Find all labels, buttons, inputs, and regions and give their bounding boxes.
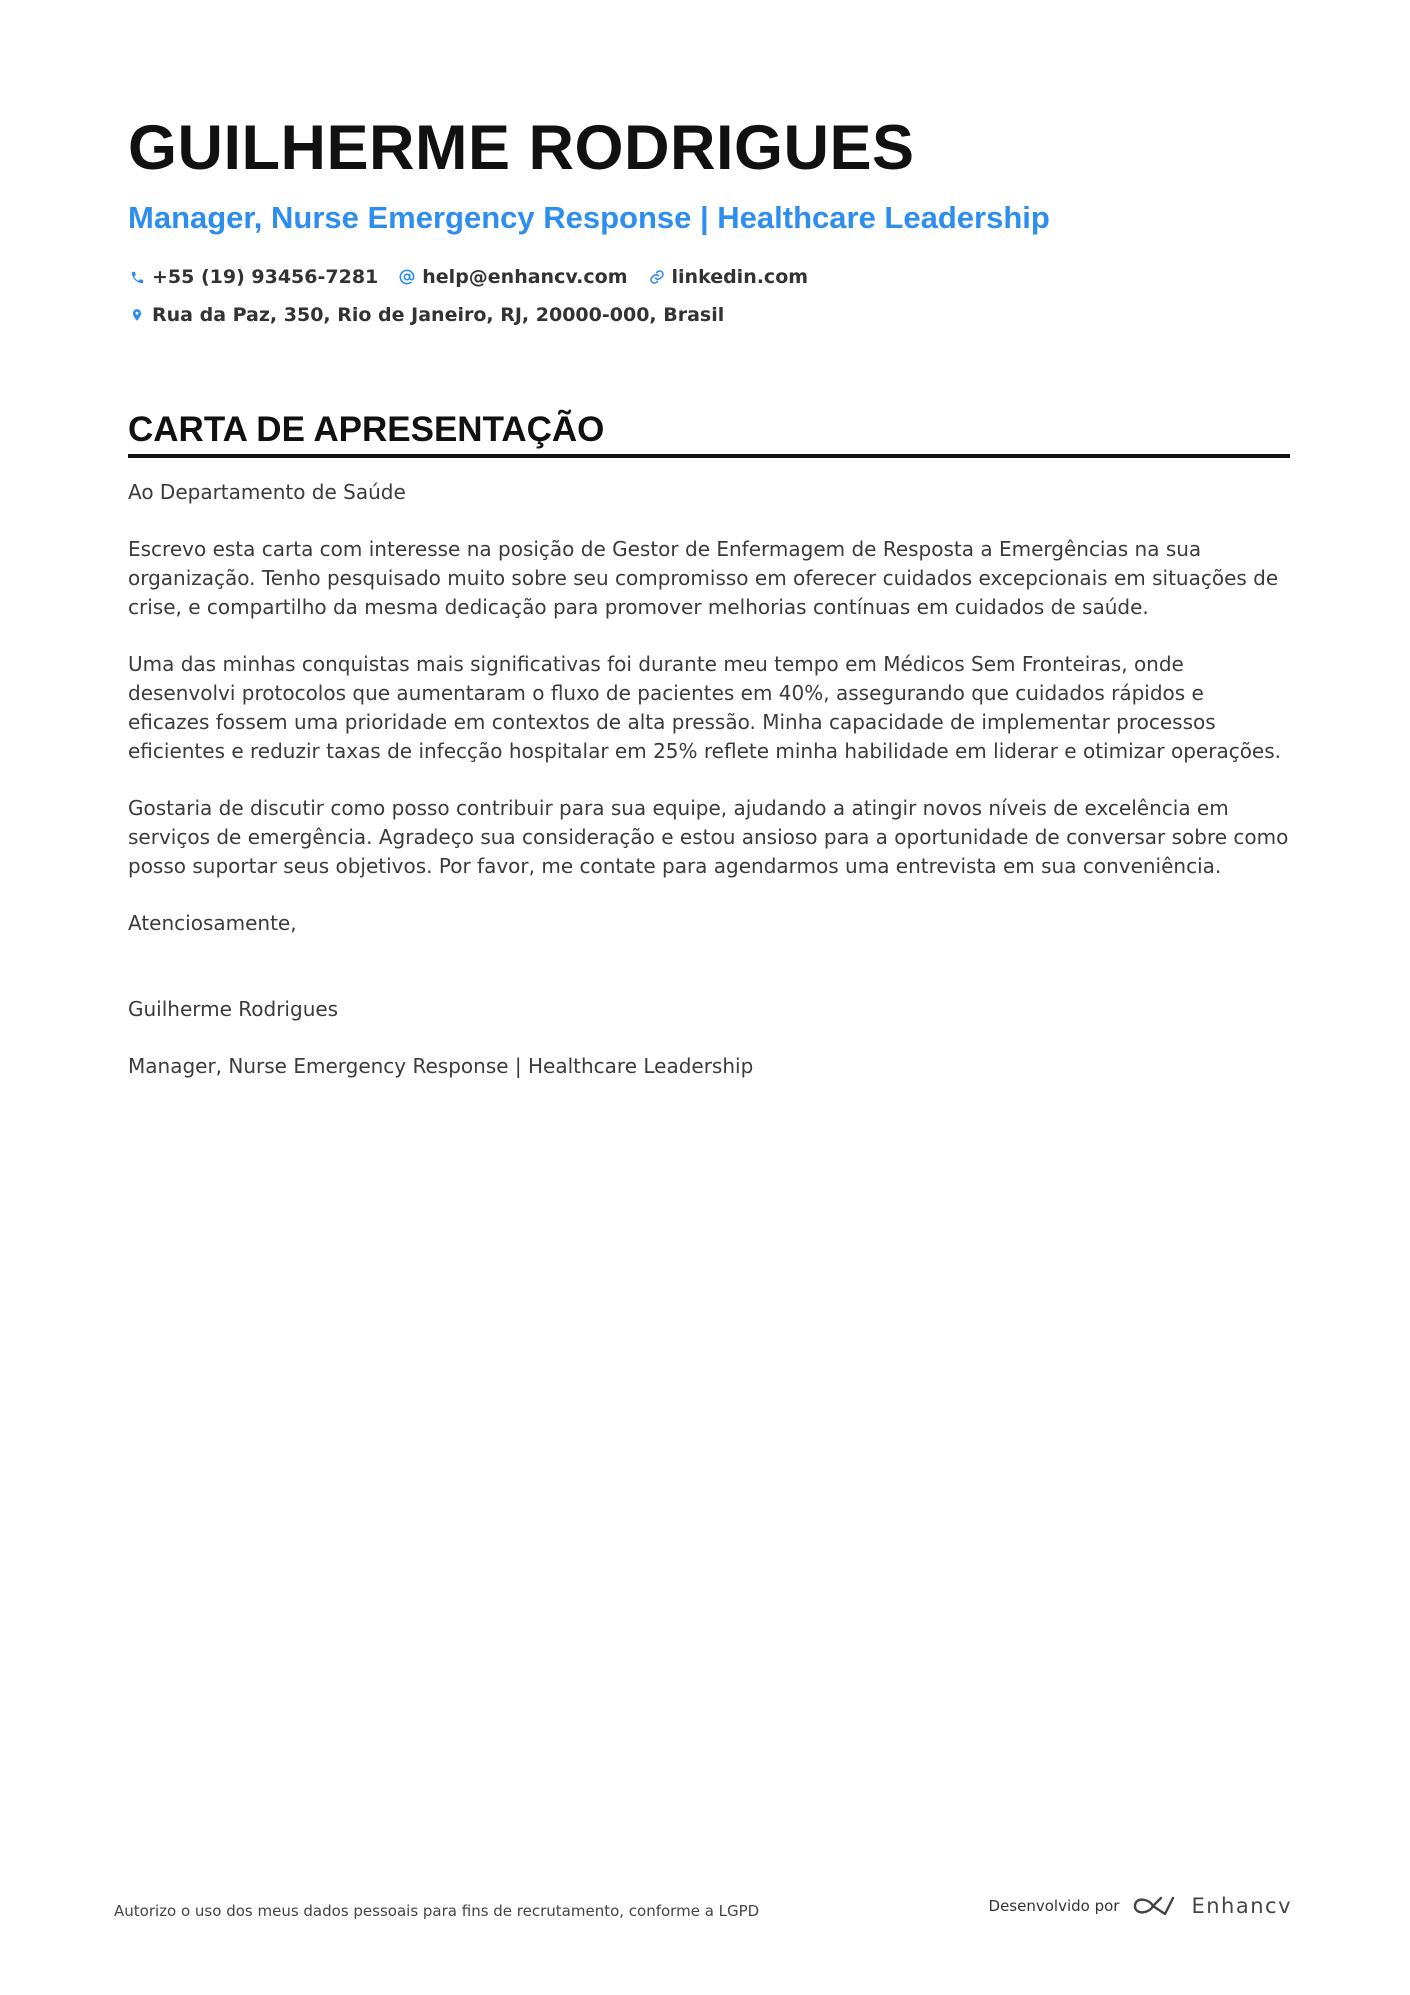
powered-by[interactable] [989,1893,1292,1919]
contact-address [128,304,724,326]
contact-phone [128,266,378,288]
candidate-title: Manager, Nurse Emergency Response | Healthcare Leadership [128,200,1050,235]
phone-icon [128,268,146,286]
linkedin-text[interactable]: linkedin.com [671,266,809,288]
map-pin-icon [128,306,146,324]
candidate-name: GUILHERME RODRIGUES [128,113,915,183]
at-icon [398,268,416,286]
letter-greeting: Ao Departamento de Saúde [128,480,406,504]
page-footer [114,1888,1292,1924]
contact-row-primary [128,258,1288,296]
email-text[interactable]: help@enhancv.com [422,266,628,288]
phone-text[interactable]: +55 (19) 93456-7281 [152,266,379,288]
letter-body [128,478,1290,1081]
letter-paragraph: Uma das minhas conquistas mais significativas foi durante meu tempo em Médicos Sem Fronteiras, onde desenvolvi protocolos que aumentaram o fluxo de pacientes em 40%, assegurando que cuidados rápidos e eficazes fossem uma prioridade em contextos de alta pressão. Minha capacidade de implementar processos eficientes e reduzir taxas de infecção hospitalar em 25% reflete minha habilidade em liderar e otimizar operações. [128,652,1282,763]
signature-name: Guilherme Rodrigues [128,997,339,1021]
contact-row-address [128,296,1288,334]
contact-info [128,258,1288,334]
address-text: Rua da Paz, 350, Rio de Janeiro, RJ, 20000-000, Brasil [152,304,725,326]
enhancv-logo-icon [1131,1893,1177,1919]
lgpd-consent: Autorizo o uso dos meus dados pessoais para fins de recrutamento, conforme a LGPD [114,1902,760,1920]
letter-signoff: Atenciosamente, [128,911,297,935]
powered-by-label: Desenvolvido por [988,1897,1120,1915]
link-icon [648,268,666,286]
section-title: CARTA DE APRESENTAÇÃO [128,408,1290,458]
letter-paragraph: Escrevo esta carta com interesse na posição de Gestor de Enfermagem de Resposta a Emergências na sua organização. Tenho pesquisado muito sobre seu compromisso em oferecer cuidados excepcionais em situações de crise, e compartilho da mesma dedicação para promover melhorias contínuas em cuidados de saúde. [128,537,1279,619]
letter-paragraph: Gostaria de discutir como posso contribuir para sua equipe, ajudando a atingir novos níveis de excelência em serviços de emergência. Agradeço sua consideração e estou ansioso para a oportunidade de conversar sobre como posso suportar seus objetivos. Por favor, me contate para agendarmos uma entrevista em sua conveniência. [128,796,1289,878]
brand-name: Enhancv [1191,1894,1292,1918]
contact-email [398,266,627,288]
resume-header [128,112,1288,334]
signature-title: Manager, Nurse Emergency Response | Healthcare Leadership [128,1054,754,1078]
cover-letter-section [128,408,1290,1109]
contact-linkedin [648,266,809,288]
